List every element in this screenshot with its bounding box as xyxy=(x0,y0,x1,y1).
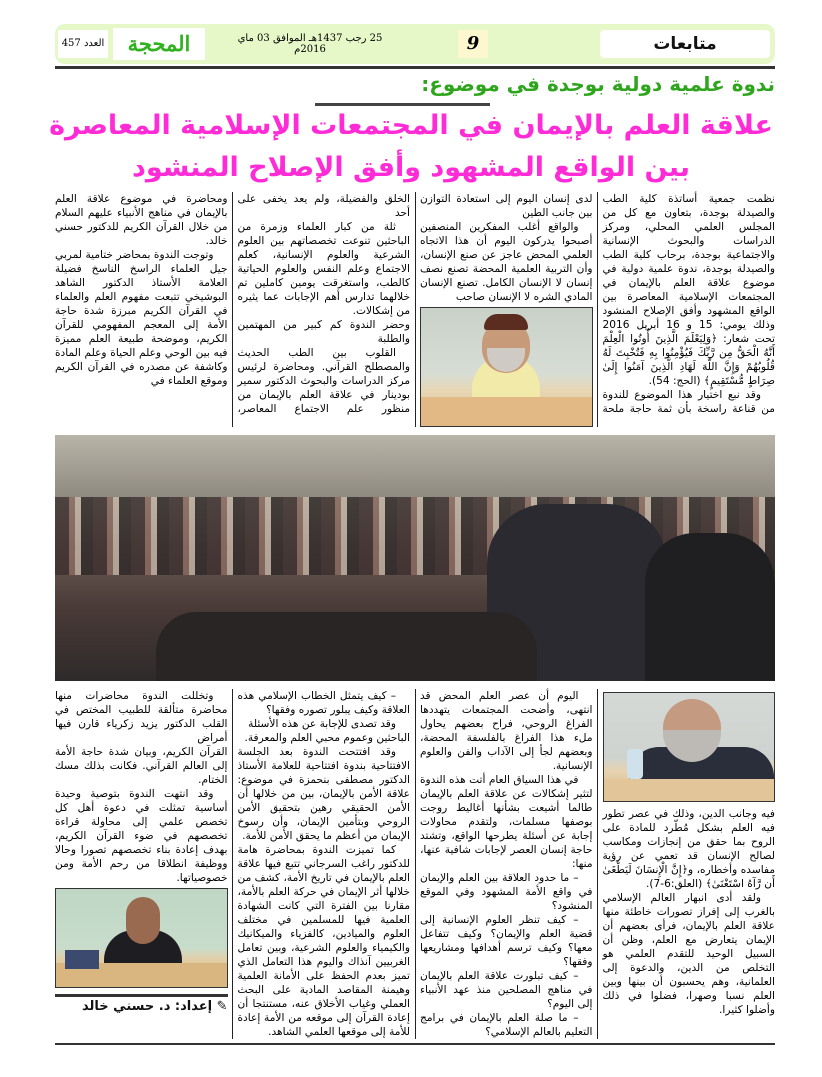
header-divider xyxy=(55,66,775,69)
headline-line-2: بين الواقع المشهود وأفق الإصلاح المنشود xyxy=(132,152,690,183)
question-item: – كيف تنظر العلوم الإنسانية إلى قضية العلم والإيمان؟ وكيف تتفاعل معها؟ وكيف ترسم أهدافها ومشاريعها وفقها؟ xyxy=(420,914,593,968)
paragraph: القلوب بين الطب الحديث والمصطلح القرآني. ومحاضرة لرئيس مركز الدراسات والبحوث الدكتور سمير بودينار في علاقة العلم بالإيمان من منظور علم الاجتماع المعاصر، ومحاضرة في موضوع علاقة العلم بالإيمان في مناهج الأنبياء عليهم السلام من خلال القرآن الكريم للدكتور حسني خالد. xyxy=(55,193,410,415)
article-kicker: ندوة علمية دولية بوجدة في موضوع: xyxy=(421,72,775,96)
paragraph: وتخللت الندوة محاضرات منها محاضرة متألقة للطبيب المختص في القلب الدكتور يزيد زكرياء قارن فيها أمراض xyxy=(55,690,228,744)
paragraph: القرآن الكريم، وبيان شدة حاجة الأمة إلى العالم القرآني. فكانت بذلك مسك الختام. xyxy=(55,746,228,786)
question-item: – ما صلة العلم بالإيمان في برامج التعليم بالعالم الإسلامي؟ xyxy=(420,1012,593,1038)
paragraph: والواقع أغلب المفكرين المنصفين أصبحوا يدركون اليوم أن هذا الاتجاه العلمي المحض عاجز عن صنع الإنسان، وأن التربية العلمية المحضة تصنع نصف إنسان لا الإنسان الكامل. تصنع الإنسان المادي الشره لا الإنسان صاحب xyxy=(420,221,593,303)
question-item: – كيف يتمثل الخطاب الإسلامي هذه العلاقة وكيف يبلور تصوره وفقها؟ xyxy=(237,690,410,716)
paragraph: وقد انتهت الندوة بتوصية وحيدة أساسية تمثلت في دعوة أهل كل تخصص علمي إلى محاولة قراءة تخصصهم في ضوء القرآن الكريم، بهدف إعادة بناء تخصصهم تصورا وحالا ووظيفة انطلاقا من رحم الأمة ومن خصوصياتها. xyxy=(55,788,228,884)
paragraph: ثلة من كبار العلماء وزمرة من الباحثين تنوعت تخصصاتهم بين العلوم الشرعية والعلوم الإنسانية، كعلم الاجتماع وعلم النفس والعلوم الحياتية كالطب، واستغرقت يومين كاملين تم خلالهما تدارس أهم الإجابات عما يثيره من إشكالات. xyxy=(237,221,410,317)
audience-photo xyxy=(55,435,775,681)
paragraph: فيه وجانب الدين، وذلك في عصر تطور فيه العلم بشكل مُطّرد للمادة على الروح بما حقق من إنجازات ومكاسب لصالح الإنسان قد تعمي عن رؤية مفاسده وأخطاره، و﴿إِنَّ الْإِنسَانَ لَيَطْغَىٰ أَن رَّآهُ اسْتَغْنَىٰ﴾ (العلق:6-7). xyxy=(602,808,775,890)
question-item: – ما حدود العلاقة بين العلم والإيمان في واقع الأمة المشهود وفي الموقع المنشود؟ xyxy=(420,872,593,912)
paragraph: ولقد أدى انبهار العالم الإسلامي بالغرب إلى إفراز تصورات خاطئة منها علاقة العلم بالإيمان، فرأى بعضهم أن الإيمان يتعارض مع العلم، وظن أن السبيل الوحيد للتقدم العلمي هو التخلص من الدين، والدعوة إلى العلمانية، وهم يحسبون أن بينها وبين العلم نسبا وصهرا، فضلوا في ذلك وأضلوا كثيرا. xyxy=(602,892,775,1016)
speaker-photo-1 xyxy=(420,307,593,427)
paragraph: كما تميزت الندوة بمحاضرة هامة للدكتور راغب السرجاني تتبع فيها علاقة العلم بالإيمان في تاريخ الأمة، كشف من خلالها أثر الإيمان في حركة العلم بالأمة، مقارنا بين الفترة التي كانت الشهادة العلمية فيها للمسلمين في مختلف العلوم والميادين، كالفزياء والميكانيك والكيمياء والعلوم الشرعية، وبين تعامل الغربيين آنذاك واليوم هذا التعامل الذي تميز بعدم الحفظ على الأمانة العلمية وهيمنة المقاصد المادية على البحث العملي وغياب الأخلاق عنه، مستنتجا أن إعادة القرآن إلى موقعه من الأمة إعادة للأمة إلى موقعها العلمي الشاهد. xyxy=(237,844,410,1038)
paragraph: وحضر الندوة كم كبير من المهتمين والطلبة xyxy=(237,319,410,345)
pen-icon: ✎ xyxy=(212,999,228,1014)
speaker-photo-2 xyxy=(603,692,776,802)
page-number: 9 xyxy=(458,30,488,58)
paragraph: وقد نبع اختيار هذا الموضوع للندوة من قناعة راسخة بأن ثمة حاجة ملحة لدى إنسان اليوم إلى استعادة التوازن بين جانب الطين xyxy=(420,193,775,415)
newspaper-logo: المحجة xyxy=(113,28,205,60)
paragraph: وتوجت الندوة بمحاضر ختامية لمربي جيل العلماء الراسخ الناسخ فضيلة العلامة الأستاذ الدكتور الشاهد البوشيخي تتبعت مفهوم العلم والعلماء في القرآن الكريم مبرزة شدة حاجة الأمة إلى المعجم المفهومي للقرآن الكريم، وموضحة طبيعة العلم مميزة فيه بين الوحي وعلم الحياة وعلم المادة وكاشفة عن مصدره في القرآن الكريم وموقع العلماء في xyxy=(55,249,228,387)
byline-text: إعداد: د. حسني خالد xyxy=(82,999,213,1014)
paragraph: الخلق والفضيلة، ولم يعد يخفى على أحد xyxy=(237,193,410,219)
paragraph: اليوم أن عصر العلم المحض قد انتهى، وأضحت المجتمعات يتهددها الفراغ الروحي، فراح بعضهم يحاول ملء هذا الفراغ بالفلسفة المحضة، وبعضهم لجأ إلى الآداب والفن والعلوم الإنسانية. xyxy=(420,690,593,772)
paragraph: الباحثين وعموم محبي العلم والمعرفة. xyxy=(244,732,410,744)
kicker-rule xyxy=(315,103,490,106)
bottom-divider xyxy=(55,1043,775,1045)
issue-number: العدد 457 xyxy=(58,30,108,58)
bottom-columns xyxy=(55,689,775,1039)
top-columns xyxy=(55,192,775,427)
section-title: متابعات xyxy=(600,30,770,58)
paragraph: وقد تصدى للإجابة عن هذه الأسئلة xyxy=(248,718,396,730)
article-body xyxy=(55,192,775,1045)
paragraph: نظمت جمعية أساتذة كلية الطب والصيدلة بوجدة، بتعاون مع كل من المجلس العلمي المحلي، ومركز الدراسات والبحوث الإنسانية والاجتماعية بوجدة، برحاب كلية الطب والصيدلة بوجدة، ندوة علمية دولية في موضوع علاقة العلم بالإيمان في المجتمعات الإسلامية المعاصرة بين الواقع المشهود وأفق الإصلاح المنشود وذلك يومي: 15 و 16 أبريل 2016 تحت شعار: ﴿وَلِيَعْلَمَ الَّذِينَ أُوتُوا الْعِلْمَ أَنَّهُ الْحَقُّ مِن رَّبِّكَ فَيُؤْمِنُوا بِهِ فَتُخْبِتَ لَهُ قُلُوبُهُمْ وَإِنَّ اللَّهَ لَهَادِ الَّذِينَ آمَنُوا إِلَىٰ صِرَاطٍ مُّسْتَقِيمٍ﴾ (الحج: 54). xyxy=(602,193,775,387)
paragraph: في هذا السياق العام أتت هذه الندوة لتثير إشكالات عن علاقة العلم بالإيمان طالما أشيعت بشأنها أغاليط روجت بوصفها مسلمات، ولتقدم محاولات إجابة عن أسئلة يطرحها الواقع، وتشتد حاجة إنسان العصر لإجابات شافية عنها، منها: xyxy=(420,774,593,870)
question-item: – كيف تبلورت علاقة العلم بالإيمان في مناهج المصلحين منذ عهد الأنبياء إلى اليوم؟ xyxy=(420,970,593,1010)
issue-date: 25 رجب 1437هـ الموافق 03 ماي 2016م xyxy=(237,33,383,55)
article-byline xyxy=(55,994,228,1014)
speaker-photo-3 xyxy=(55,888,228,988)
headline-line-1: علاقة العلم بالإيمان في المجتمعات الإسلامية المعاصرة xyxy=(49,110,773,141)
paragraph: وقد افتتحت الندوة بعد الجلسة الافتتاحية بندوة افتتاحية للعلامة الأستاذ الدكتور مصطفى بنحمزة في موضوع: علاقة الأمن بالإيمان، بين من خلالها أن الأمن الحقيقي رهين بتحقيق الأمن الروحي وبتأمين الإيمان، وأن رسوخ الإيمان من أعظم ما يحقق الأمن للأمة. xyxy=(237,746,410,842)
